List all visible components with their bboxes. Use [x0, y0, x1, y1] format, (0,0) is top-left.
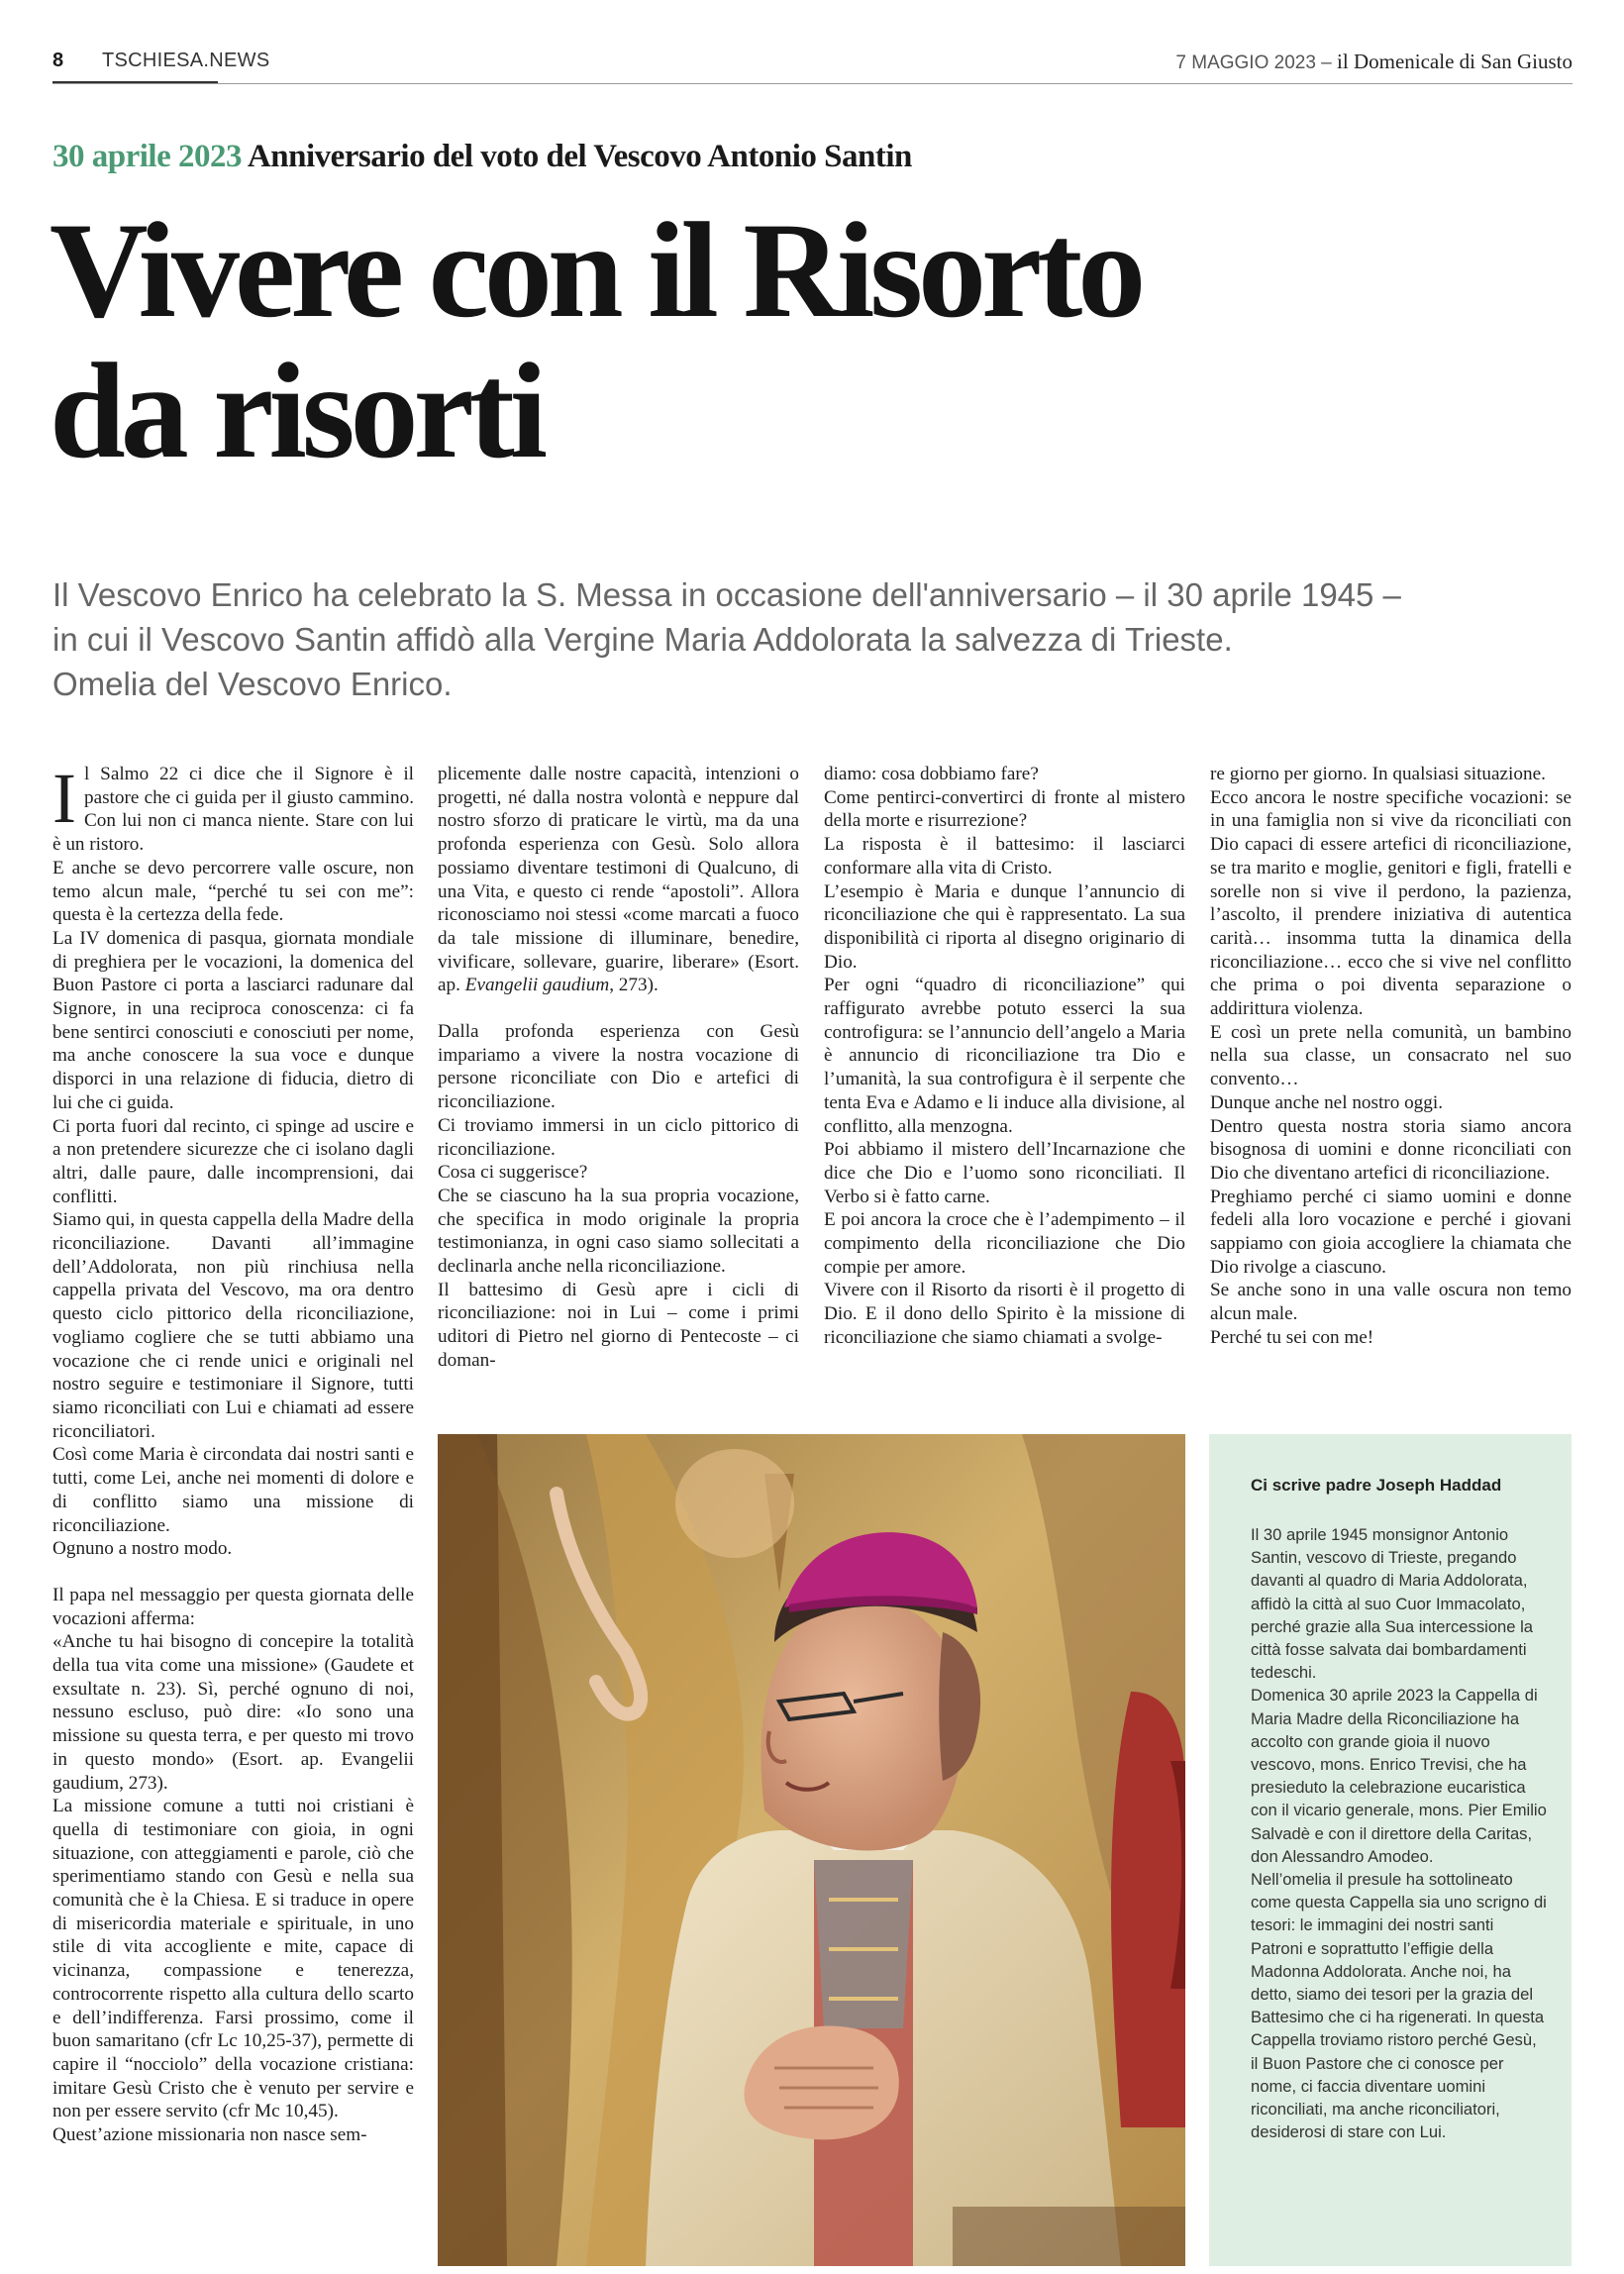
body-paragraph: re giorno per giorno. In qualsiasi situazione. [1210, 764, 1546, 784]
body-paragraph [52, 759, 414, 857]
body-paragraph [438, 763, 799, 997]
sidebar-box [1209, 1434, 1572, 2266]
sidebar-paragraph: Domenica 30 aprile 2023 la Cappella di Maria Madre della Riconciliazione ha accolto con grande gioia il nuovo vescovo, mons. Enrico Trevisi, che ha presieduto la celebrazione eucaristica con il vicario generale, mons. Pier Emilio Salvadè e con il direttore della Caritas, don Alessandro Amodeo. [1251, 1686, 1547, 1866]
body-paragraph: Dunque anche nel nostro oggi. [1210, 1091, 1443, 1113]
body-paragraph: Preghiamo perché ci siamo uomini e donne fedeli alla loro vocazione e perché i giovani sappiamo con gioia accogliere la chiamata che Dio rivolge a ciascuno. [1210, 1186, 1572, 1278]
body-paragraph: Il battesimo di Gesù apre i cicli di riconciliazione: noi in Lui – come i primi uditori di Pietro nel giorno di Pentecoste – ci doman- [438, 1279, 799, 1371]
body-paragraph: E anche se devo percorrere valle oscure, non temo alcun male, “perché tu sei con me”: questa è la certezza della fede. [52, 857, 414, 926]
sidebar-paragraph: Nell’omelia il presule ha sottolineato come questa Cappella sia uno scrigno di tesori: le immagini dei nostri santi Patroni e soprattutto l’effigie della Madonna Addolorata. Anche noi, ha detto, siamo dei tesori per la grazia del Battesimo che ci ha rigenerati. In questa Cappella troviamo ristoro perché Gesù, il Buon Pastore che ci conosce per nome, ci faccia diventare uomini riconciliati, ma anche riconciliatori, desiderosi di stare con Lui. [1251, 1870, 1547, 2142]
body-paragraph: Dentro questa nostra storia siamo ancora bisognosa di uomini e donne riconciliati con Dio che diventano artefici di riconciliazione. [1210, 1115, 1572, 1184]
body-paragraph: La risposta è il battesimo: il lasciarci conformare alla vita di Cristo. [824, 834, 1185, 879]
newspaper-name: il Domenicale di San Giusto [1337, 50, 1573, 73]
article-column-1 [52, 759, 414, 2147]
site-underline [52, 81, 218, 83]
body-paragraph: Come pentirci-convertirci di fronte al mistero della morte e risurrezione? [824, 786, 1185, 832]
body-paragraph: diamo: cosa dobbiamo fare? [824, 764, 1039, 784]
paragraph-text: plicemente dalle nostre capacità, intenzioni o progetti, né dalla nostra volontà e neppure dal nostro sforzo di praticare le virtù, ma da una profonda esperienza con Gesù. Solo allora possiamo diventare testimoni di Qualcuno, di una Vita, e questo ci rende “apostoli”. Allora riconosciamo noi stessi «come marcati a fuoco da tale missione di illuminare, benedire, vivificare, sollevare, guarire, liberare» (Esort. ap. [438, 764, 799, 996]
bishop-photo [438, 1434, 1185, 2266]
cited-title: Evangelii gaudium [464, 975, 610, 996]
body-paragraph: Quest’azione missionaria non nasce sem- [52, 2124, 367, 2146]
article-standfirst [52, 572, 1587, 706]
page-header [52, 48, 1573, 84]
dateline-separator: – [1315, 52, 1338, 73]
headline-line-2: da risorti [50, 335, 544, 486]
article-kicker [52, 139, 912, 175]
body-paragraph: Vivere con il Risorto da risorti è il progetto di Dio. E il dono dello Spirito è la missione di riconciliazione che siamo chiamati a svolge- [824, 1280, 1185, 1348]
standfirst-line: Il Vescovo Enrico ha celebrato la S. Messa in occasione dell'anniversario – il 30 aprile 1945 – [52, 576, 1401, 613]
body-paragraph: Poi abbiamo il mistero dell’Incarnazione che dice che Dio e l’uomo sono riconciliati. Il Verbo si è fatto carne. [824, 1139, 1185, 1207]
body-paragraph: «Anche tu hai bisogno di concepire la totalità della tua vita come una missione» (Gaudete et exsultate n. 23). Sì, perché ognuno di noi, nessuno escluso, può dire: «Io sono una missione su questa terra, e per questo mi trovo in questo mondo» (Esort. ap. Evangelii gaudium, 273). [52, 1631, 414, 1794]
standfirst-line: in cui il Vescovo Santin affidò alla Vergine Maria Addolorata la salvezza di Trieste. [52, 621, 1233, 658]
body-paragraph: La missione comune a tutti noi cristiani è quella di testimoniare con gioia, in ogni situazione, con atteggiamenti e parole, ciò che sperimentiamo stando con Gesù e nella sua comunità che è la Chiesa. E si traduce in opere di misericordia materiale e spirituale, in uno stile di vita accogliente e mite, capace di vicinanza, compassione e tenerezza, controcorrente rispetto alla cultura dello scarto e dell’indifferenza. Farsi prossimo, come il buon samaritano (cfr Lc 10,25-37), permette di capire il “nocciolo” della vocazione cristiana: imitare Gesù Cristo che è venuto per servire e non per essere servito (cfr Mc 10,45). [52, 1796, 414, 2122]
body-paragraph: Così come Maria è circondata dai nostri santi e tutti, come Lei, anche nei momenti di dolore e di conflitto siamo una missione di riconciliazione. [52, 1444, 414, 1536]
body-paragraph: Siamo qui, in questa cappella della Madre della riconciliazione. Davanti all’immagine dell’Addolorata, non più rinchiusa nella cappella privata del Vescovo, ma ora dentro questo ciclo pittorico della riconciliazione, vogliamo cogliere che se tutti abbiamo una vocazione che ci rende unici e originali nel nostro seguire e testimoniare il Signore, tutti siamo riconciliati con Lui e chiamati ad essere riconciliatori. [52, 1209, 414, 1442]
body-paragraph: Per ogni “quadro di riconciliazione” qui raffigurato avrebbe potuto esserci la sua controfigura: se l’annuncio dell’angelo a Maria è annuncio di riconciliazione tra Dio e l’umanità, la sua controfigura è il serpente che tenta Eva e Adamo e li induce alla divisione, al conflitto, alla menzogna. [824, 975, 1185, 1137]
article-column-4 [1210, 763, 1572, 1350]
paragraph-text: , 273). [609, 975, 659, 996]
body-paragraph: Il papa nel messaggio per questa giornata delle vocazioni afferma: [52, 1584, 414, 1629]
bishop-portrait-illustration [438, 1434, 1185, 2266]
body-paragraph: Cosa ci suggerisce? [438, 1162, 588, 1184]
body-paragraph: Se anche sono in una valle oscura non temo alcun male. [1210, 1280, 1572, 1325]
body-paragraph: Dalla profonda esperienza con Gesù impariamo a vivere la nostra vocazione di persone riconciliate con Dio e artefici di riconciliazione. [438, 1021, 799, 1113]
headline-line-1: Vivere con il Risorto [50, 194, 1142, 346]
body-paragraph: L’esempio è Maria e dunque l’annuncio di riconciliazione che qui è rappresentato. La sua disponibilità ci riporta al disegno originario di Dio. [824, 880, 1185, 973]
sidebar-body [1251, 1523, 1548, 2143]
body-paragraph: Ecco ancora le nostre specifiche vocazioni: se in una famiglia non si vive da riconciliati con Dio capaci di essere artefici di riconciliazione, se tra marito e moglie, genitori e figli, fratelli e sorelle non si vive il perdono, la pazienza, l’ascolto, il prendere iniziativa di autentica carità… insomma tutta la dinamica della riconciliazione… ecco che si vive nel conflitto che prima o poi diventa separazione o addirittura violenza. [1210, 786, 1572, 1020]
paragraph-text: l Salmo 22 ci dice che il Signore è il pastore che ci guida per il giusto cammino. Con lui non ci manca niente. Stare con lui è un ristoro. [52, 764, 414, 856]
body-paragraph: Ognuno a nostro modo. [52, 1538, 233, 1560]
body-paragraph: E poi ancora la croce che è l’adempimento – il compimento della riconciliazione che Dio compie per amore. [824, 1209, 1185, 1278]
site-link[interactable]: TSCHIESA.NEWS [102, 50, 270, 71]
kicker-text: Anniversario del voto del Vescovo Antonio Santin [247, 139, 912, 174]
body-paragraph: Che se ciascuno ha la sua propria vocazione, che specifica in modo originale la propria testimonianza, in ogni caso siamo sollecitati a declinarla anche nella riconciliazione. [438, 1185, 799, 1278]
body-paragraph: La IV domenica di pasqua, giornata mondiale di preghiera per le vocazioni, la domenica del Buon Pastore ci porta a lasciarci radunare dal Signore, in una reciproca conoscenza: ci fa bene sentirci conosciuti e conosciuti per nome, ma anche conoscere la sua voce e dunque disporci in una relazione di fiducia, dietro di lui che ci guida. [52, 927, 414, 1113]
article-headline [50, 194, 1535, 486]
standfirst-line: Omelia del Vescovo Enrico. [52, 666, 453, 702]
article-column-3 [824, 763, 1185, 1350]
body-paragraph: Ci troviamo immersi in un ciclo pittorico di riconciliazione. [438, 1114, 799, 1160]
body-paragraph: E così un prete nella comunità, un bambino nella sua classe, un consacrato nel suo convento… [1210, 1021, 1572, 1090]
header-dateline [1175, 50, 1573, 74]
article-column-2 [438, 763, 799, 1373]
kicker-date: 30 aprile 2023 [52, 139, 242, 174]
sidebar-title: Ci scrive padre Joseph Haddad [1251, 1476, 1502, 1495]
body-paragraph: Ci porta fuori dal recinto, ci spinge ad uscire e a non pretendere sicurezze che ci isolano dagli altri, dalle paure, dalle incomprensioni, dai conflitti. [52, 1115, 414, 1207]
issue-date: 7 MAGGIO 2023 [1175, 52, 1316, 73]
body-paragraph: Perché tu sei con me! [1210, 1326, 1374, 1348]
page-number: 8 [52, 50, 64, 71]
drop-cap: I [52, 759, 76, 838]
sidebar-paragraph: Il 30 aprile 1945 monsignor Antonio Santin, vescovo di Trieste, pregando davanti al quadro di Maria Addolorata, affidò la città al suo Cuor Immacolato, perché grazie alla Sua intercessione la città fosse salvata dai bombardamenti tedeschi. [1251, 1525, 1534, 1683]
